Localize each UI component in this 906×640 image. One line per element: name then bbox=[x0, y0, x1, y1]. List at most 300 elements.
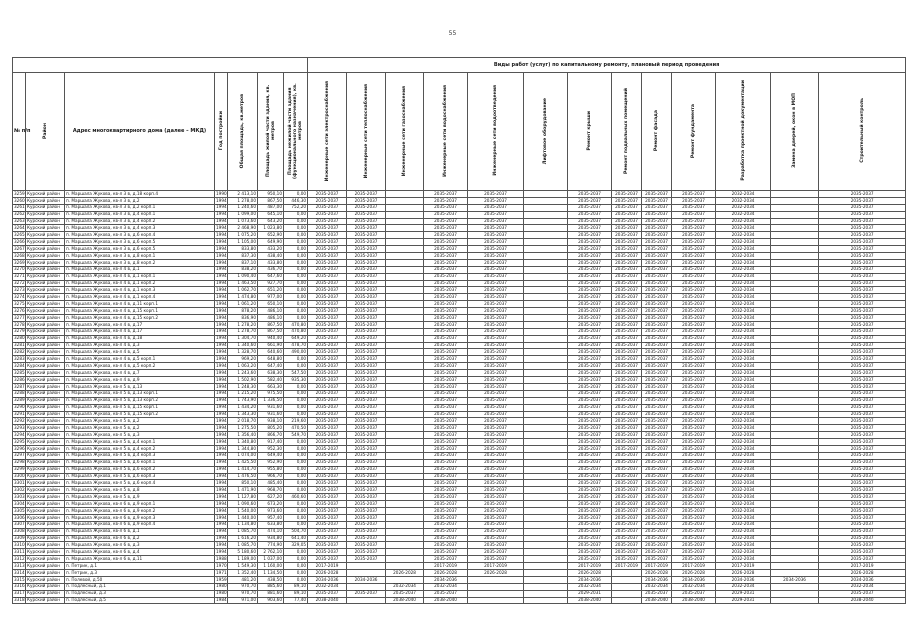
cell-no: 3263 bbox=[14, 218, 25, 224]
cell-living_area: 1 160,00 bbox=[258, 563, 284, 570]
cell-no: 3266 bbox=[14, 238, 25, 244]
cell-district: Курский район bbox=[26, 225, 65, 232]
column-header-w_design bbox=[716, 73, 771, 191]
table-row bbox=[13, 563, 906, 570]
cell-address: п. Маршала Жукова, кв-л 3 в, д.6 корп.5 bbox=[65, 239, 215, 246]
cell-w_gas bbox=[386, 397, 424, 404]
cell-w_gas bbox=[386, 473, 424, 480]
cell-w_found: 2035-2037 bbox=[672, 418, 716, 425]
cell-w_control: 2035-2037 bbox=[819, 466, 906, 473]
cell-w_design: 2032-2034 bbox=[716, 535, 771, 542]
cell-w_gas bbox=[386, 191, 424, 198]
cell-address: п. Маршала Жукова, кв-л 4 в, д.18 bbox=[65, 335, 215, 342]
cell-w_roof: 2035-2037 bbox=[568, 239, 612, 246]
cell-living_area: 1 134,50 bbox=[258, 569, 284, 576]
cell-w_water: 2035-2037 bbox=[424, 315, 468, 322]
cell-w_design: 2032-2034 bbox=[716, 191, 771, 198]
table-row bbox=[13, 259, 906, 266]
cell-w_heat: 2035-2037 bbox=[347, 528, 386, 535]
cell-total_area: 1 502,90 bbox=[228, 377, 258, 384]
cell-address: п. Маршала Жукова, кв-л 6 в, д.9 корп.4 bbox=[65, 521, 215, 528]
cell-nonres_area: 0,00 bbox=[284, 404, 308, 411]
cell-w_roof: 2035-2037 bbox=[568, 439, 612, 446]
cell-no: 3268 bbox=[14, 252, 25, 258]
cell-w_design: 2032-2034 bbox=[716, 287, 771, 294]
cell-w_facade: 2035-2037 bbox=[642, 521, 672, 528]
cell-w_facade: 2035-2037 bbox=[642, 487, 672, 494]
cell-w_roof: 2035-2037 bbox=[568, 514, 612, 521]
cell-w_gas bbox=[386, 528, 424, 535]
cell-nonres_area: 329,05 bbox=[284, 542, 308, 549]
cell-total_area: 838,20 bbox=[228, 266, 258, 273]
cell-w_gas bbox=[386, 466, 424, 473]
cell-w_basement: 2035-2037 bbox=[612, 445, 642, 452]
cell-address: п. Петрик, д.1 bbox=[65, 563, 215, 570]
cell-w_gas bbox=[386, 363, 424, 370]
cell-w_control: 2035-2037 bbox=[819, 459, 906, 466]
cell-w_roof: 2035-2037 bbox=[568, 287, 612, 294]
cell-no: 3270 bbox=[14, 266, 25, 272]
cell-w_facade: 2035-2037 bbox=[642, 315, 672, 322]
cell-w_water: 2035-2037 bbox=[424, 439, 468, 446]
cell-w_sewer bbox=[468, 583, 524, 590]
cell-w_doors bbox=[771, 280, 819, 287]
cell-w_design: 2032-2034 bbox=[716, 218, 771, 225]
cell-living_area: 938,10 bbox=[258, 418, 284, 425]
cell-living_area: 866,70 bbox=[258, 432, 284, 439]
cell-nonres_area: 0,00 bbox=[284, 383, 308, 390]
cell-no: 3302 bbox=[14, 486, 25, 492]
cell-living_area: 663,30 bbox=[258, 383, 284, 390]
cell-w_lift bbox=[524, 273, 568, 280]
cell-w_control: 2035-2037 bbox=[819, 218, 906, 225]
cell-w_water: 2035-2037 bbox=[424, 514, 468, 521]
cell-living_area: 647,40 bbox=[258, 363, 284, 370]
cell-address: п. Маршала Жукова, кв-л 3 в, д.4 корп.1 bbox=[65, 211, 215, 218]
cell-w_gas bbox=[386, 232, 424, 239]
cell-w_facade: 2035-2037 bbox=[642, 542, 672, 549]
cell-w_control: 2035-2037 bbox=[819, 521, 906, 528]
cell-w_elec: 2035-2037 bbox=[308, 356, 347, 363]
cell-year: 1994 bbox=[216, 507, 227, 513]
cell-w_gas bbox=[386, 259, 424, 266]
cell-w_control: 2035-2037 bbox=[819, 342, 906, 349]
cell-w_heat: 2035-2037 bbox=[347, 273, 386, 280]
cell-w_water: 2035-2037 bbox=[424, 459, 468, 466]
cell-nonres_area: 0,00 bbox=[284, 259, 308, 266]
column-header-w_control bbox=[819, 73, 906, 191]
cell-w_elec: 2035-2037 bbox=[308, 273, 347, 280]
cell-total_area: 1 616,20 bbox=[228, 535, 258, 542]
cell-w_lift bbox=[524, 466, 568, 473]
cell-nonres_area: 0,00 bbox=[284, 232, 308, 239]
cell-district: Курский район bbox=[26, 411, 65, 418]
cell-w_elec: 2017-2019 bbox=[308, 563, 347, 570]
cell-w_basement: 2035-2037 bbox=[612, 349, 642, 356]
cell-w_found: 2035-2037 bbox=[672, 425, 716, 432]
table-row bbox=[13, 315, 906, 322]
cell-w_lift bbox=[524, 232, 568, 239]
cell-w_design: 2032-2034 bbox=[716, 459, 771, 466]
column-header-nonres_area bbox=[284, 73, 308, 191]
cell-w_roof: 2035-2037 bbox=[568, 528, 612, 535]
cell-w_control: 2035-2037 bbox=[819, 211, 906, 218]
cell-w_heat: 2035-2037 bbox=[347, 315, 386, 322]
cell-address: п. Маршала Жукова, кв-л 3 в, д.6 корп.5 bbox=[65, 246, 215, 253]
cell-nonres_area: 0,00 bbox=[284, 521, 308, 528]
cell-w_sewer: 2035-2037 bbox=[468, 507, 524, 514]
cell-total_area: 1 304,70 bbox=[228, 335, 258, 342]
cell-address: п. Маршала Жукова, кв-л 3 в, д.2 корп.1 bbox=[65, 204, 215, 211]
cell-w_control: 2035-2037 bbox=[819, 494, 906, 501]
cell-w_doors bbox=[771, 308, 819, 315]
cell-district: Курский район bbox=[26, 576, 65, 583]
cell-w_sewer: 2035-2037 bbox=[468, 432, 524, 439]
cell-w_elec: 2035-2037 bbox=[308, 253, 347, 260]
cell-w_heat: 2035-2037 bbox=[347, 487, 386, 494]
cell-w_water: 2035-2037 bbox=[424, 535, 468, 542]
cell-w_water: 2035-2037 bbox=[424, 452, 468, 459]
cell-address: п. Маршала Жукова, кв-л 4 в, д.5 bbox=[65, 349, 215, 356]
cell-w_facade: 2035-2037 bbox=[642, 191, 672, 198]
cell-w_lift bbox=[524, 445, 568, 452]
cell-total_area: 1 414,70 bbox=[228, 466, 258, 473]
column-header-w_gas bbox=[386, 73, 424, 191]
cell-no: 3309 bbox=[14, 535, 25, 541]
cell-w_lift bbox=[524, 211, 568, 218]
cell-w_doors bbox=[771, 494, 819, 501]
cell-w_heat: 2035-2037 bbox=[347, 342, 386, 349]
cell-w_lift bbox=[524, 556, 568, 563]
cell-w_control: 2035-2037 bbox=[819, 425, 906, 432]
cell-w_heat: 2035-2037 bbox=[347, 445, 386, 452]
cell-w_water: 2035-2037 bbox=[424, 445, 468, 452]
cell-w_gas: 2035-2037 bbox=[386, 590, 424, 597]
cell-no: 3312 bbox=[14, 555, 25, 561]
cell-total_area: 833,80 bbox=[228, 246, 258, 253]
cell-w_design: 2032-2034 bbox=[716, 377, 771, 384]
cell-total_area: 1 343,30 bbox=[228, 411, 258, 418]
cell-w_design: 2032-2034 bbox=[716, 383, 771, 390]
cell-nonres_area: 0,00 bbox=[284, 363, 308, 370]
cell-w_control: 2035-2037 bbox=[819, 549, 906, 556]
cell-w_elec: 2035-2037 bbox=[308, 225, 347, 232]
cell-w_basement bbox=[612, 569, 642, 576]
cell-no: 3273 bbox=[14, 287, 25, 293]
cell-w_control: 2035-2037 bbox=[819, 356, 906, 363]
cell-year: 1980 bbox=[216, 583, 227, 589]
cell-w_control: 2035-2037 bbox=[819, 383, 906, 390]
cell-w_sewer: 2035-2037 bbox=[468, 535, 524, 542]
cell-district: Курский район bbox=[26, 191, 65, 198]
cell-w_basement: 2035-2037 bbox=[612, 356, 642, 363]
cell-w_basement: 2035-2037 bbox=[612, 308, 642, 315]
cell-w_water: 2035-2037 bbox=[424, 294, 468, 301]
cell-w_found: 2035-2037 bbox=[672, 370, 716, 377]
cell-w_gas bbox=[386, 452, 424, 459]
cell-w_lift bbox=[524, 439, 568, 446]
cell-w_found: 2035-2037 bbox=[672, 204, 716, 211]
cell-w_doors bbox=[771, 315, 819, 322]
cell-w_roof: 2035-2037 bbox=[568, 266, 612, 273]
cell-w_found: 2035-2037 bbox=[672, 218, 716, 225]
column-header-label: Ремонт крыши bbox=[587, 110, 593, 151]
cell-year: 1994 bbox=[216, 356, 227, 362]
cell-w_design: 2032-2034 bbox=[716, 390, 771, 397]
cell-w_gas bbox=[386, 501, 424, 508]
cell-w_gas bbox=[386, 439, 424, 446]
cell-district: Курский район bbox=[26, 494, 65, 501]
cell-year: 1994 bbox=[216, 266, 227, 272]
cell-address: п. Полевой, д.50 bbox=[65, 576, 215, 583]
cell-w_control: 2035-2037 bbox=[819, 266, 906, 273]
cell-w_lift bbox=[524, 514, 568, 521]
cell-address: п. Маршала Жукова, кв-л 4 в, д.9 bbox=[65, 377, 215, 384]
cell-w_doors bbox=[771, 370, 819, 377]
cell-w_found: 2035-2037 bbox=[672, 259, 716, 266]
cell-address: п. Маршала Жукова, кв-л 4 в, д.11 корп.1 bbox=[65, 301, 215, 308]
cell-w_basement: 2035-2037 bbox=[612, 404, 642, 411]
cell-w_water: 2035-2037 bbox=[424, 239, 468, 246]
column-header-w_heat bbox=[347, 73, 386, 191]
cell-total_area: 1 189,00 bbox=[228, 556, 258, 563]
table-row bbox=[13, 383, 906, 390]
cell-living_area: 433,20 bbox=[258, 246, 284, 253]
table-row bbox=[13, 514, 906, 521]
cell-year: 1959 bbox=[216, 576, 227, 582]
cell-w_basement: 2035-2037 bbox=[612, 487, 642, 494]
cell-w_gas bbox=[386, 514, 424, 521]
cell-w_lift bbox=[524, 335, 568, 342]
cell-w_doors bbox=[771, 528, 819, 535]
cell-living_area: 774,90 bbox=[258, 542, 284, 549]
cell-w_basement: 2035-2037 bbox=[612, 397, 642, 404]
cell-year: 1994 bbox=[216, 452, 227, 458]
cell-w_heat: 2035-2037 bbox=[347, 418, 386, 425]
cell-district: Курский район bbox=[26, 452, 65, 459]
column-header-label: Строительный контроль bbox=[859, 98, 865, 164]
cell-living_area: 966,70 bbox=[258, 473, 284, 480]
cell-w_heat: 2035-2037 bbox=[347, 253, 386, 260]
cell-w_design: 2032-2034 bbox=[716, 432, 771, 439]
capital-repair-table bbox=[12, 57, 906, 604]
cell-year: 1994 bbox=[216, 349, 227, 355]
cell-total_area: 837,30 bbox=[228, 253, 258, 260]
cell-w_design: 2034-2036 bbox=[716, 576, 771, 583]
cell-w_elec: 2035-2037 bbox=[308, 287, 347, 294]
cell-district: Курский район bbox=[26, 466, 65, 473]
cell-w_found: 2035-2037 bbox=[672, 494, 716, 501]
cell-year: 1994 bbox=[216, 321, 227, 327]
cell-w_facade: 2035-2037 bbox=[642, 459, 672, 466]
cell-w_heat: 2035-2037 bbox=[347, 377, 386, 384]
cell-district: Курский район bbox=[26, 218, 65, 225]
cell-w_sewer: 2035-2037 bbox=[468, 452, 524, 459]
column-header-label: Район bbox=[42, 122, 48, 139]
cell-year: 1994 bbox=[216, 383, 227, 389]
cell-w_control: 2035-2037 bbox=[819, 253, 906, 260]
cell-w_facade: 2035-2037 bbox=[642, 349, 672, 356]
cell-w_design: 2032-2034 bbox=[716, 363, 771, 370]
cell-w_heat: 2035-2037 bbox=[347, 328, 386, 335]
cell-w_design: 2032-2034 bbox=[716, 487, 771, 494]
cell-w_design: 2032-2034 bbox=[716, 521, 771, 528]
cell-w_gas bbox=[386, 273, 424, 280]
column-header-row bbox=[13, 73, 906, 191]
cell-year: 1994 bbox=[216, 252, 227, 258]
cell-w_design: 2032-2034 bbox=[716, 315, 771, 322]
cell-w_control: 2035-2037 bbox=[819, 590, 906, 597]
cell-w_lift bbox=[524, 473, 568, 480]
cell-w_roof: 2035-2037 bbox=[568, 294, 612, 301]
cell-no: 3307 bbox=[14, 521, 25, 527]
cell-year: 1994 bbox=[216, 369, 227, 375]
cell-w_lift bbox=[524, 390, 568, 397]
cell-no: 3300 bbox=[14, 473, 25, 479]
cell-address: п. Маршала Жукова, кв-л 5 в, д.13 корп.1 bbox=[65, 390, 215, 397]
cell-w_elec: 2035-2037 bbox=[308, 445, 347, 452]
table-row bbox=[13, 494, 906, 501]
cell-w_gas bbox=[386, 280, 424, 287]
cell-w_control: 2035-2037 bbox=[819, 501, 906, 508]
cell-w_gas: 2038-2040 bbox=[386, 597, 424, 604]
cell-w_design: 2032-2034 bbox=[716, 514, 771, 521]
cell-w_heat: 2035-2037 bbox=[347, 321, 386, 328]
cell-w_found: 2035-2037 bbox=[672, 363, 716, 370]
table-row bbox=[13, 294, 906, 301]
cell-w_facade: 2035-2037 bbox=[642, 321, 672, 328]
cell-w_gas bbox=[386, 225, 424, 232]
cell-w_lift bbox=[524, 259, 568, 266]
cell-living_area: 485,40 bbox=[258, 480, 284, 487]
cell-w_lift bbox=[524, 225, 568, 232]
cell-year: 1994 bbox=[216, 397, 227, 403]
table-row bbox=[13, 590, 906, 597]
cell-w_water: 2035-2037 bbox=[424, 280, 468, 287]
cell-w_gas: 2032-2034 bbox=[386, 583, 424, 590]
cell-living_area: 474,10 bbox=[258, 528, 284, 535]
cell-w_roof: 2035-2037 bbox=[568, 349, 612, 356]
cell-w_doors bbox=[771, 556, 819, 563]
cell-w_sewer: 2035-2037 bbox=[468, 280, 524, 287]
cell-w_lift bbox=[524, 301, 568, 308]
cell-no: 3284 bbox=[14, 362, 25, 368]
cell-living_area: 957,40 bbox=[258, 514, 284, 521]
cell-w_doors bbox=[771, 259, 819, 266]
cell-w_lift bbox=[524, 266, 568, 273]
cell-w_roof: 2035-2037 bbox=[568, 377, 612, 384]
cell-w_doors bbox=[771, 425, 819, 432]
column-header-address bbox=[65, 73, 215, 191]
cell-w_design: 2032-2034 bbox=[716, 197, 771, 204]
cell-no: 3277 bbox=[14, 314, 25, 320]
cell-district: Курский район bbox=[26, 459, 65, 466]
cell-w_design: 2032-2034 bbox=[716, 273, 771, 280]
table-row bbox=[13, 432, 906, 439]
cell-district: Курский район bbox=[26, 301, 65, 308]
cell-w_heat: 2035-2037 bbox=[347, 266, 386, 273]
cell-w_doors bbox=[771, 411, 819, 418]
cell-w_doors bbox=[771, 253, 819, 260]
cell-living_area: 867,50 bbox=[258, 197, 284, 204]
table-row bbox=[13, 480, 906, 487]
cell-no: 3288 bbox=[14, 390, 25, 396]
cell-w_facade: 2035-2037 bbox=[642, 266, 672, 273]
cell-district: Курский район bbox=[26, 480, 65, 487]
cell-total_area: 1 099,00 bbox=[228, 211, 258, 218]
cell-district: Курский район bbox=[26, 542, 65, 549]
cell-w_facade: 2035-2037 bbox=[642, 259, 672, 266]
cell-w_water: 2035-2037 bbox=[424, 377, 468, 384]
cell-w_lift bbox=[524, 328, 568, 335]
cell-year: 1994 bbox=[216, 528, 227, 534]
cell-w_control: 2035-2037 bbox=[819, 287, 906, 294]
cell-district: Курский район bbox=[26, 253, 65, 260]
column-header-total_area bbox=[228, 73, 258, 191]
cell-w_elec: 2035-2037 bbox=[308, 349, 347, 356]
cell-w_control: 2035-2037 bbox=[819, 239, 906, 246]
column-header-label: Лифтовое оборудование bbox=[543, 97, 549, 164]
cell-w_control: 2035-2037 bbox=[819, 315, 906, 322]
cell-no: 3269 bbox=[14, 259, 25, 265]
cell-w_heat: 2035-2037 bbox=[347, 397, 386, 404]
cell-w_design: 2032-2034 bbox=[716, 556, 771, 563]
cell-w_lift bbox=[524, 315, 568, 322]
cell-w_roof: 2035-2037 bbox=[568, 521, 612, 528]
cell-w_design: 2032-2034 bbox=[716, 266, 771, 273]
column-header-label: Площадь жилой части здания, кв. метров bbox=[265, 84, 276, 177]
table-row bbox=[13, 266, 906, 273]
cell-no: 3259 bbox=[14, 190, 25, 196]
cell-year: 1994 bbox=[216, 218, 227, 224]
cell-w_gas bbox=[386, 535, 424, 542]
cell-w_design: 2032-2034 bbox=[716, 321, 771, 328]
cell-w_control: 2035-2037 bbox=[819, 232, 906, 239]
cell-w_control: 2035-2037 bbox=[819, 246, 906, 253]
cell-w_control: 2035-2037 bbox=[819, 390, 906, 397]
cell-year: 1971 bbox=[216, 569, 227, 575]
cell-w_facade: 2035-2037 bbox=[642, 197, 672, 204]
cell-year: 1994 bbox=[216, 335, 227, 341]
cell-total_area: 1 061,20 bbox=[228, 301, 258, 308]
cell-w_elec: 2035-2037 bbox=[308, 590, 347, 597]
cell-w_facade: 2035-2037 bbox=[642, 342, 672, 349]
table-row bbox=[13, 445, 906, 452]
cell-w_basement bbox=[612, 583, 642, 590]
cell-w_elec: 2035-2037 bbox=[308, 535, 347, 542]
cell-w_sewer: 2035-2037 bbox=[468, 287, 524, 294]
cell-no: 3276 bbox=[14, 307, 25, 313]
cell-w_doors bbox=[771, 397, 819, 404]
cell-total_area: 1 090,40 bbox=[228, 273, 258, 280]
cell-w_heat: 2035-2037 bbox=[347, 349, 386, 356]
cell-no: 3311 bbox=[14, 548, 25, 554]
cell-w_doors bbox=[771, 246, 819, 253]
cell-w_elec: 2038-2040 bbox=[308, 597, 347, 604]
cell-w_doors bbox=[771, 597, 819, 604]
cell-year: 1994 bbox=[216, 480, 227, 486]
cell-total_area: 970,70 bbox=[228, 583, 258, 590]
cell-w_elec: 2035-2037 bbox=[308, 432, 347, 439]
cell-w_lift bbox=[524, 583, 568, 590]
cell-w_elec: 2035-2037 bbox=[308, 473, 347, 480]
cell-w_gas bbox=[386, 239, 424, 246]
cell-w_heat: 2035-2037 bbox=[347, 225, 386, 232]
table-row bbox=[13, 501, 906, 508]
cell-total_area: 1 075,20 bbox=[228, 232, 258, 239]
cell-w_doors bbox=[771, 273, 819, 280]
cell-nonres_area: 219,60 bbox=[284, 418, 308, 425]
